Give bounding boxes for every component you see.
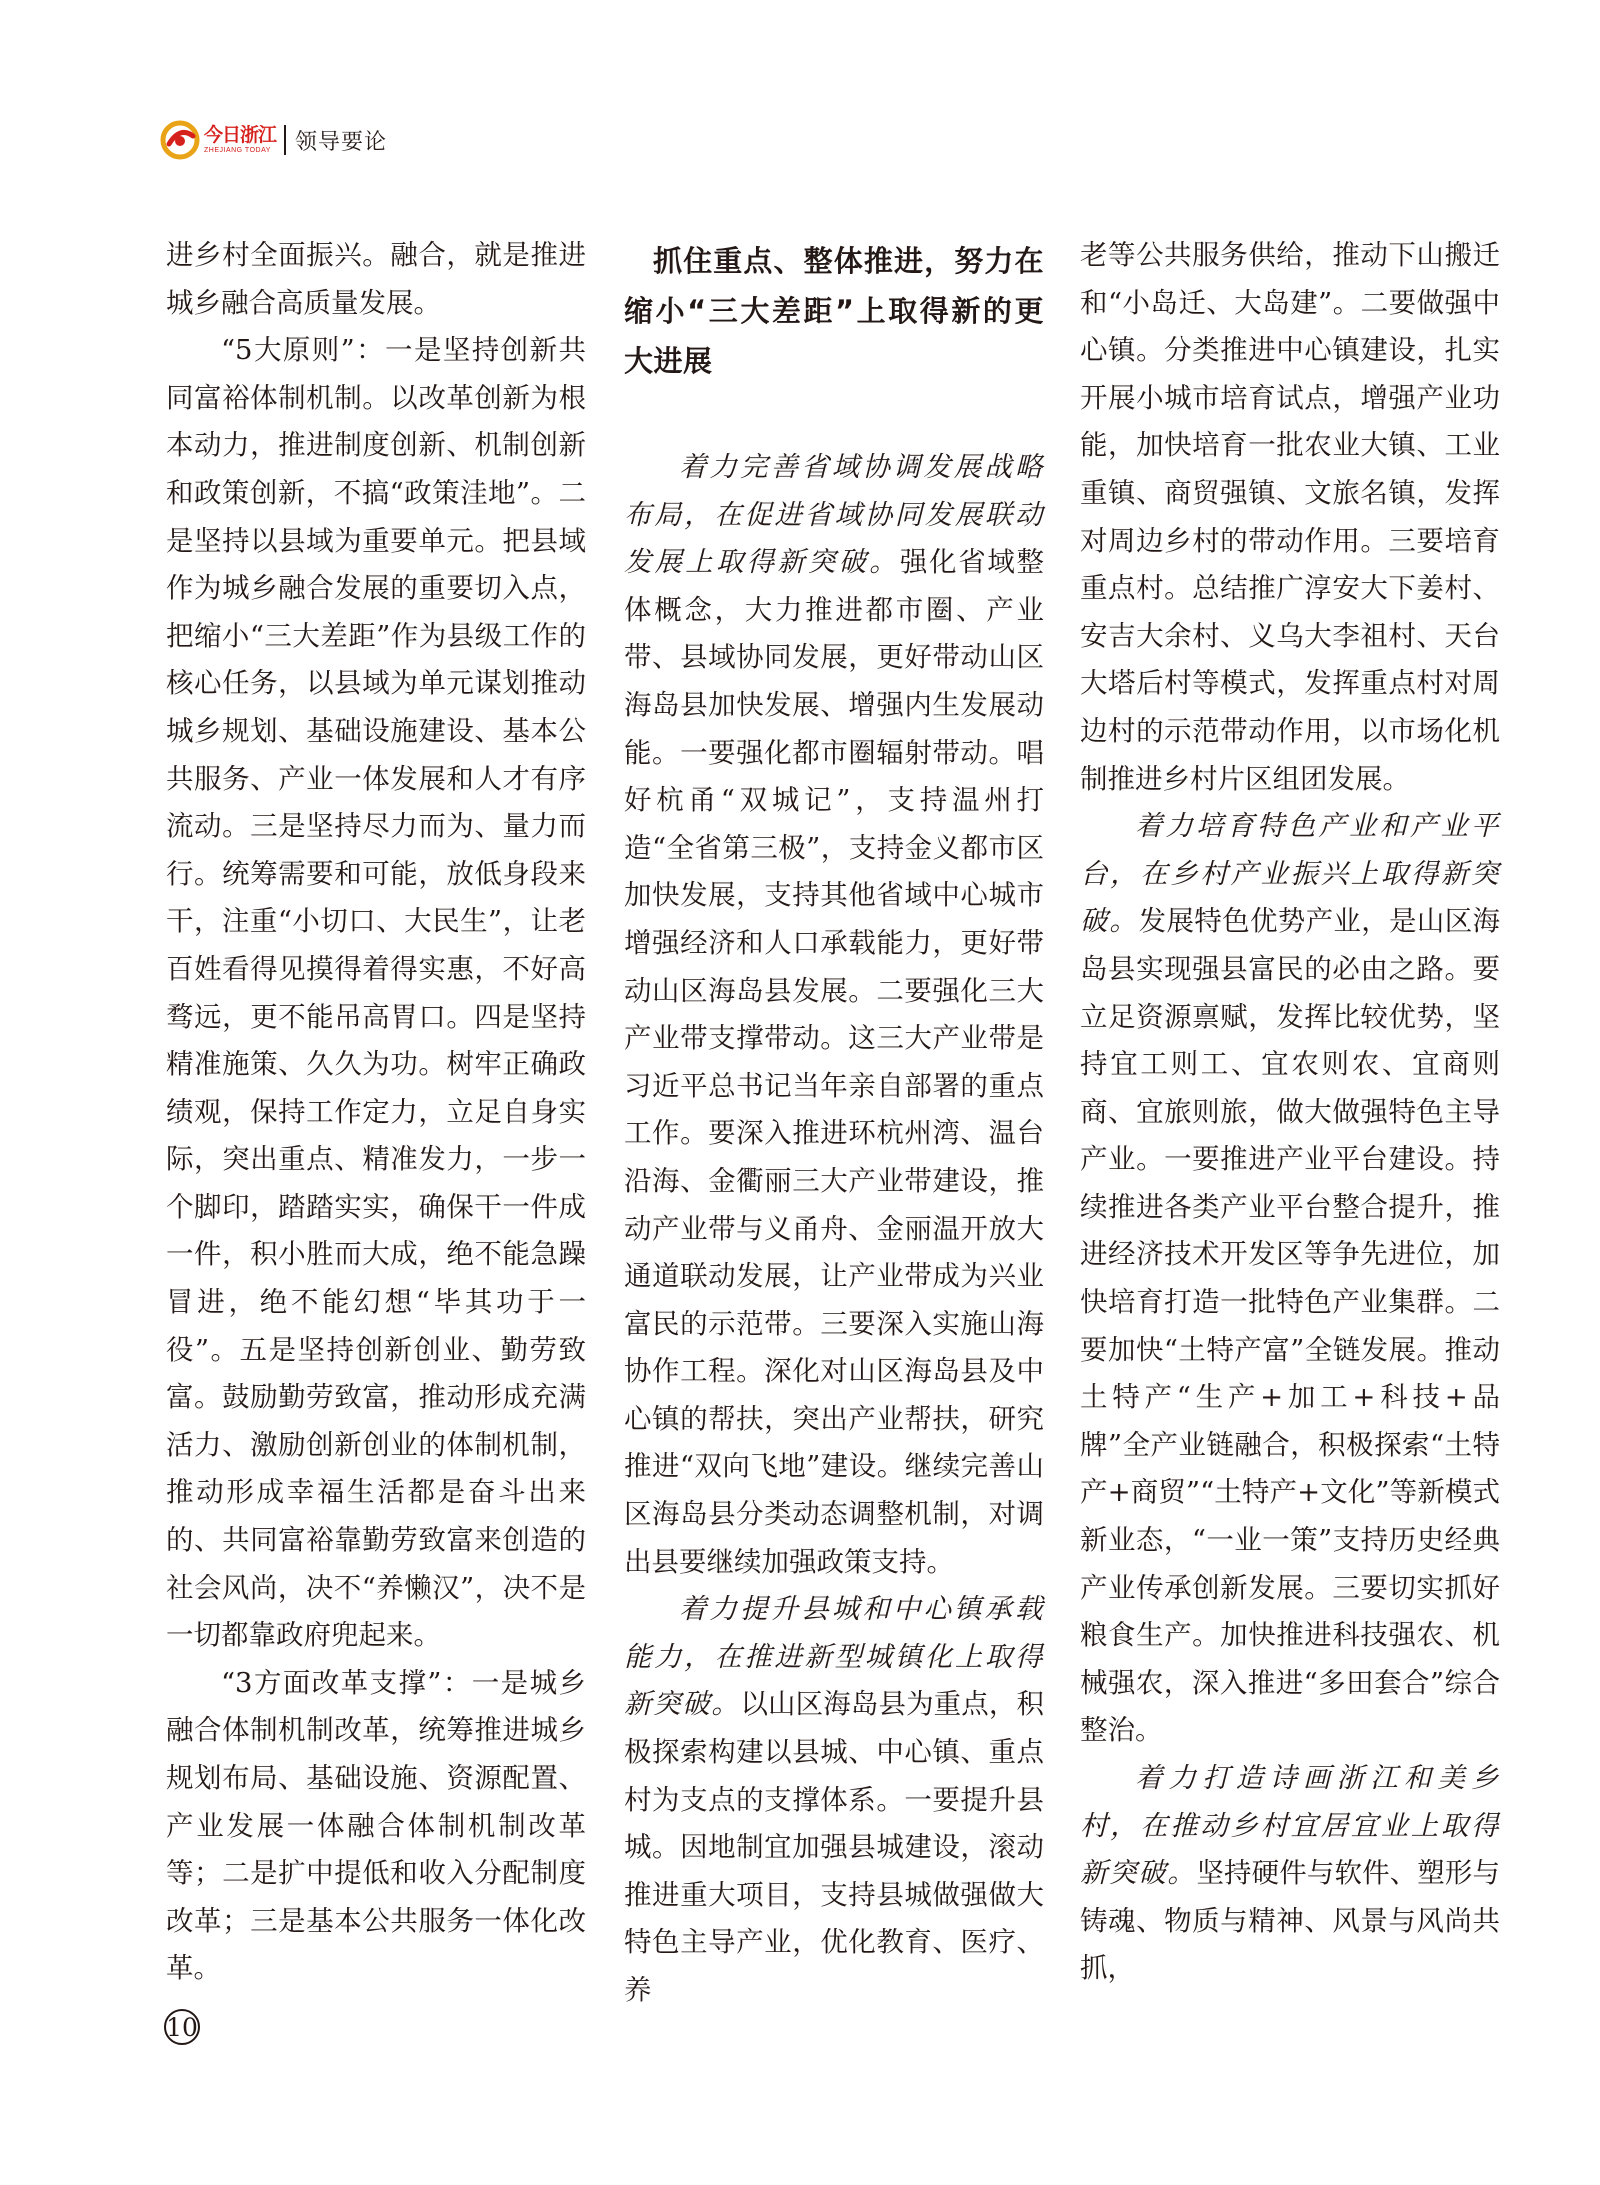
- paragraph-beautiful-villages: [1080, 1755, 1500, 1993]
- column-3: [1080, 232, 1500, 1993]
- paragraph-lead: 着力培育特色产业和产业平台，在乡村产业振兴上取得新突破。: [1080, 810, 1500, 938]
- logo-chinese-name: 今日浙江: [204, 124, 277, 146]
- page-number: [163, 2008, 201, 2046]
- logo-english-name: ZHEJIANG TODAY: [204, 147, 271, 154]
- paragraph-continued: 老等公共服务供给，推动下山搬迁和“小岛迁、大岛建”。二要做强中心镇。分类推进中心镇建设，扎实开展小城市培育试点，增强产业功能，加快培育一批农业大镇、工业重镇、商贸强镇、文旅名镇，发挥对周边乡村的带动作用。三要培育重点村。总结推广淳安大下姜村、安吉大余村、义乌大李祖村、天台大塔后村等模式，发挥重点村对周边村的示范带动作用，以市场化机制推进乡村片区组团发展。: [1080, 239, 1500, 795]
- zhejiang-today-logo-icon: [160, 120, 200, 160]
- paragraph-continued: 进乡村全面振兴。融合，就是推进城乡融合高质量发展。: [166, 239, 586, 319]
- paragraph-lead: 着力完善省域协调发展战略布局，在促进省域协同发展联动发展上取得新突破。: [624, 451, 1044, 579]
- header-divider: [284, 125, 286, 155]
- paragraph-industry-platforms: [1080, 803, 1500, 1755]
- paragraph-lead: 着力打造诗画浙江和美乡村，在推动乡村宜居宜业上取得新突破。: [1080, 1762, 1500, 1890]
- paragraph-body: 强化省域整体概念，大力推进都市圈、产业带、县域协同发展，更好带动山区海岛县加快发展、增强内生发展动能。一要强化都市圈辐射带动。唱好杭甬“双城记”，支持温州打造“全省第三极”，支持金义都市区加快发展，支持其他省域中心城市增强经济和人口承载能力，更好带动山区海岛县发展。二要强化三大产业带支撑带动。这三大产业带是习近平总书记当年亲自部署的重点工作。要深入推进环杭州湾、温台沿海、金衢丽三大产业带建设，推动产业带与义甬舟、金丽温开放大通道联动发展，让产业带成为兴业富民的示范带。三要深入实施山海协作工程。深化对山区海岛县及中心镇的帮扶，突出产业帮扶，研究推进“双向飞地”建设。继续完善山区海岛县分类动态调整机制，对调出县要继续加强政策支持。: [624, 546, 1045, 1578]
- paragraph-county-towns: [624, 1586, 1044, 2014]
- paragraph-provincial-coordination: [624, 444, 1044, 1586]
- paragraph-lead: 着力提升县城和中心镇承载能力，在推进新型城镇化上取得新突破。: [624, 1593, 1044, 1721]
- column-2: [624, 232, 1044, 2015]
- section-heading: 抓住重点、整体推进，努力在缩小“三大差距”上取得新的更大进展: [624, 244, 1044, 378]
- paragraph-body: 以山区海岛县为重点，积极探索构建以县城、中心镇、重点村为支点的支撑体系。一要提升县城。因地制宜加强县城建设，滚动推进重大项目，支持县城做强做大特色主导产业，优化教育、医疗、养: [624, 1688, 1045, 2006]
- paragraph-three-reforms: “3方面改革支撑”：一是城乡融合体制机制改革，统筹推进城乡规划布局、基础设施、资源配置、产业发展一体融合体制机制改革等；二是扩中提低和收入分配制度改革；三是基本公共服务一体化改革。: [166, 1666, 586, 1985]
- section-label: 领导要论: [295, 129, 388, 155]
- logo-wordmark: [204, 125, 276, 155]
- column-1: [166, 232, 586, 1993]
- page-header: [160, 118, 387, 162]
- page-number-text: 10: [166, 2012, 198, 2042]
- paragraph-body: 坚持硬件与软件、塑形与铸魂、物质与精神、风景与风尚共抓，: [1080, 1857, 1501, 1985]
- paragraph-five-principles: “5大原则”：一是坚持创新共同富裕体制机制。以改革创新为根本动力，推进制度创新、机制创新和政策创新，不搞“政策洼地”。二是坚持以县域为重要单元。把县域作为城乡融合发展的重要切入点，把缩小“三大差距”作为县级工作的核心任务，以县域为单元谋划推动城乡规划、基础设施建设、基本公共服务、产业一体发展和人才有序流动。三是坚持尽力而为、量力而行。统筹需要和可能，放低身段来干，注重“小切口、大民生”，让老百姓看得见摸得着得实惠，不好高骛远，更不能吊高胃口。四是坚持精准施策、久久为功。树牢正确政绩观，保持工作定力，立足自身实际，突出重点、精准发力，一步一个脚印，踏踏实实，确保干一件成一件，积小胜而大成，绝不能急躁冒进，绝不能幻想“毕其功于一役”。五是坚持创新创业、勤劳致富。鼓励勤劳致富，推动形成充满活力、激励创新创业的体制机制，推动形成幸福生活都是奋斗出来的、共同富裕靠勤劳致富来创造的社会风尚，决不“养懒汉”，决不是一切都靠政府兜起来。: [166, 334, 586, 1652]
- paragraph-body: 发展特色优势产业，是山区海岛县实现强县富民的必由之路。要立足资源禀赋，发挥比较优势，坚持宜工则工、宜农则农、宜商则商、宜旅则旅，做大做强特色主导产业。一要推进产业平台建设。持续推进各类产业平台整合提升，推进经济技术开发区等争先进位，加快培育打造一批特色产业集群。二要加快“土特产富”全链发展。推动土特产“生产+加工+科技+品牌”全产业链融合，积极探索“土特产+商贸”“土特产+文化”等新模式新业态，“一业一策”支持历史经典产业传承创新发展。三要切实抓好粮食生产。加快推进科技强农、机械强农，深入推进“多田套合”综合整治。: [1080, 905, 1501, 1747]
